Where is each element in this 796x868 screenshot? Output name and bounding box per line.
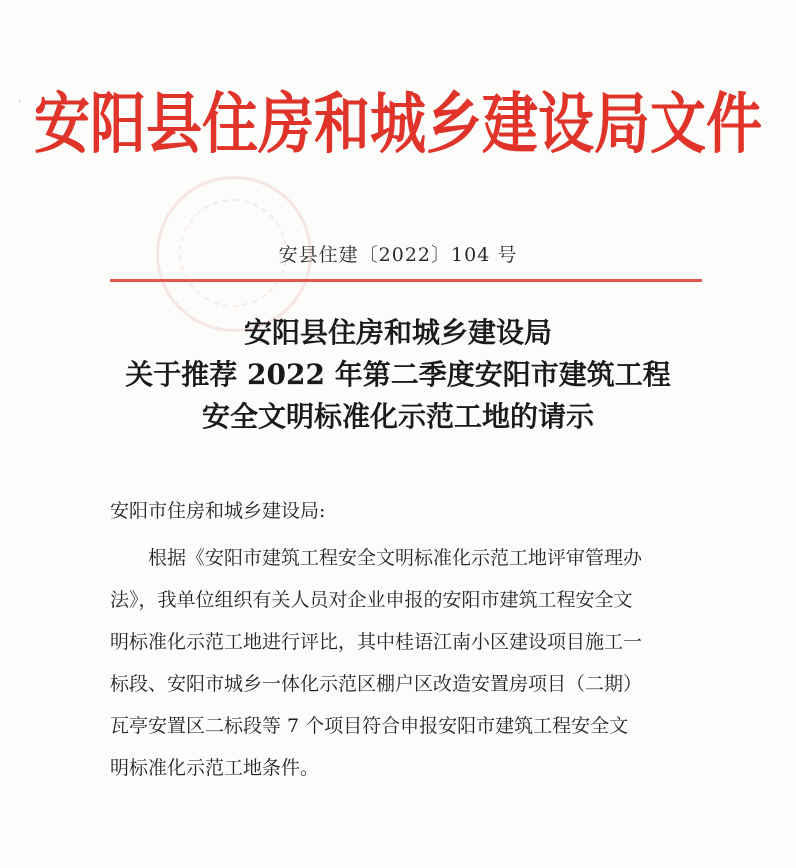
red-divider-line	[110, 279, 702, 282]
subject-line-2: 关于推荐 2022 年第二季度安阳市建筑工程	[125, 358, 671, 391]
subject-line-1: 安阳县住房和城乡建设局	[243, 316, 552, 349]
body-line-4: 标段、安阳市城乡一体化示范区棚户区改造安置房项目（二期）	[110, 673, 643, 695]
subject-line-3: 安全文明标准化示范工地的请示	[201, 400, 594, 433]
body-line-6: 明标准化示范工地条件。	[110, 757, 320, 779]
document-number: 安县住建〔2022〕104 号	[278, 244, 518, 266]
body-line-2: 法》，我单位组织有关人员对企业申报的安阳市建筑工程安全文	[110, 589, 633, 611]
addressee-line: 安阳市住房和城乡建设局:	[110, 500, 326, 522]
document-header-title: 安阳县住房和城乡建设局文件	[34, 86, 762, 163]
document-subject	[0, 312, 796, 438]
body-paragraph	[110, 537, 710, 789]
body-line-1: 根据《安阳市建筑工程安全文明标准化示范工地评审管理办	[148, 547, 643, 569]
body-line-5: 瓦亭安置区二标段等 7 个项目符合申报安阳市建筑工程安全文	[110, 715, 629, 737]
scan-speck-mark: ·	[18, 97, 22, 108]
body-line-3: 明标准化示范工地进行评比，其中桂语江南小区建设项目施工一	[110, 631, 643, 653]
